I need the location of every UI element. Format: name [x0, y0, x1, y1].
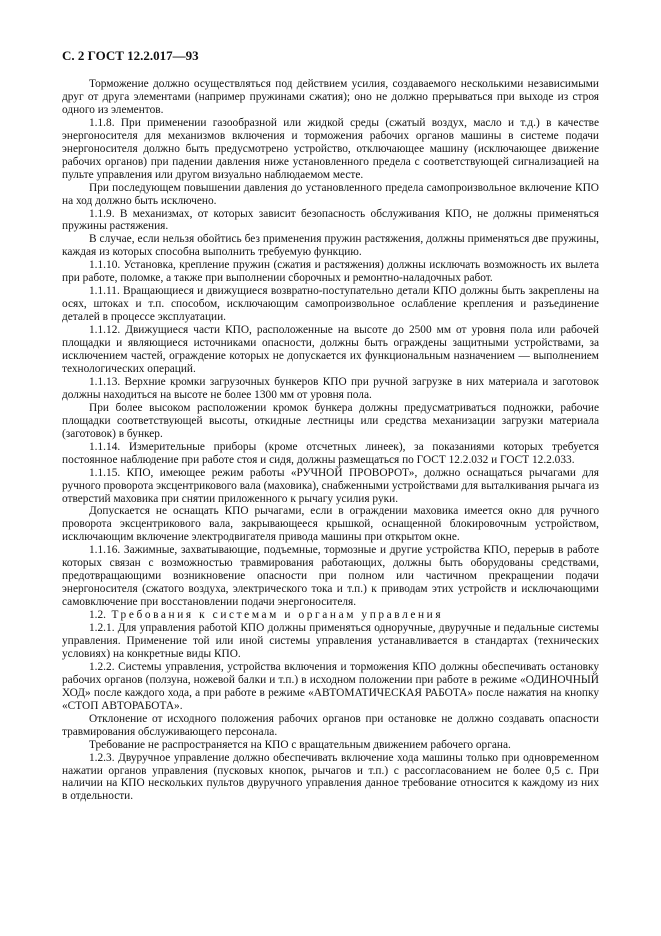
paragraph-hopper-edges: При более высоком расположении кромок бункера должны предусматриваться подножки, рабочие площадки соответствующей высоты, откидные лестницы или средства механизации загрузки материала (заготовок) в бункер. [62, 401, 599, 440]
paragraph-1-1-11: 1.1.11. Вращающиеся и движущиеся возвратно-поступательно детали КПО должны быть закреплены на осях, штоках и т.п. способом, исключающим самопроизвольное ослабление крепления и разъединение деталей в процессе эксплуатации. [62, 285, 599, 324]
paragraph-1-1-8: 1.1.8. При применении газообразной или жидкой среды (сжатый воздух, масло и т.д.) в качестве энергоносителя для механизмов включения и торможения рабочих органов машины в системе подачи энергоносителя должно быть предусмотрено устройство, отключающее машину (исключающее движение рабочих органов) при падении давления ниже установленного предела с соответствующей сигнализацией на пульте управления или другом визуально наблюдаемом месте. [62, 116, 599, 181]
paragraph-pressure-restore: При последующем повышении давления до установленного предела самопроизвольное включение КПО на ход должно быть исключено. [62, 181, 599, 207]
paragraph-1-1-9: 1.1.9. В механизмах, от которых зависит безопасность обслуживания КПО, не должны применяться пружины растяжения. [62, 207, 599, 233]
paragraph-1-1-14: 1.1.14. Измерительные приборы (кроме отсчетных линеек), за показаниями которых требуется постоянное наблюдение при работе стоя и сидя, должны размещаться по ГОСТ 12.2.032 и ГОСТ 12.2.033. [62, 440, 599, 466]
paragraph-1-1-10: 1.1.10. Установка, крепление пружин (сжатия и растяжения) должны исключать возможность их вылета при работе, поломке, а также при выполнении сборочных и ремонтно-наладочных работ. [62, 259, 599, 285]
section-heading-1-2 [62, 609, 599, 622]
page-header: С. 2 ГОСТ 12.2.017—93 [62, 48, 199, 63]
paragraph-1-1-16: 1.1.16. Зажимные, захватывающие, подъемные, тормозные и другие устройства КПО, перерыв в работе которых связан с возможностью травмирования работающих, должны быть оборудованы средствами, предотвращающими возникновение опасности при полном или частичном прекращении подачи энергоносителя (сжатого воздуха, электрического тока и т.п.) к приводам этих устройств и исключающими самовключение при восстановлении подачи энергоносителя. [62, 544, 599, 609]
section-number: 1.2. [89, 609, 107, 622]
paragraph-deviation: Отклонение от исходного положения рабочих органов при остановке не должно создавать опасности травмирования обслуживающего персонала. [62, 712, 599, 738]
paragraph-1-1-13: 1.1.13. Верхние кромки загрузочных бункеров КПО при ручной загрузке в них материала и заготовок должны находиться на высоте не более 1300 мм от уровня пола. [62, 375, 599, 401]
paragraph-1-1-15: 1.1.15. КПО, имеющее режим работы «РУЧНОЙ ПРОВОРОТ», должно оснащаться рычагами для ручного проворота эксцентрикового вала (маховика), снабженными устройствами для выталкивания рычага из отверстий маховика при снятии приложенного к рычагу усилия руки. [62, 466, 599, 505]
paragraph-rotational: Требование не распространяется на КПО с вращательным движением рабочего органа. [89, 738, 511, 751]
paragraph-1-2-3: 1.2.3. Двуручное управление должно обеспечивать включение хода машины только при одновременном нажатии органов управления (пусковых кнопок, рычагов и т.п.) с рассогласованием не более 0,5 с. При наличии на КПО нескольких пультов двуручного управления данное требование относится к каждому из них в отдельности. [62, 751, 599, 803]
paragraph-1-1-12: 1.1.12. Движущиеся части КПО, расположенные на высоте до 2500 мм от уровня пола или рабочей площадки и являющиеся источниками опасности, должны быть ограждены защитными устройствами, за исключением частей, ограждение которых не допускается их функциональным назначением — выполнением технологических операций. [62, 324, 599, 375]
paragraph-two-springs: В случае, если нельзя обойтись без применения пружин растяжения, должны применяться две пружины, каждая из которых способна выполнить требуемую функцию. [62, 233, 599, 259]
paragraph-flywheel-window: Допускается не оснащать КПО рычагами, если в ограждении маховика имеется окно для ручного проворота эксцентрикового вала, закрывающееся крышкой, оснащенной блокировочным устройством, исключающим включение электродвигателя привода машины при открытом окне. [62, 505, 599, 544]
section-title: Требования к системам и органам управления [111, 609, 444, 622]
paragraph-1-2-1: 1.2.1. Для управления работой КПО должны применяться одноручные, двуручные и педальные системы управления. Применение той или иной системы управления устанавливается в стандартах (технических условиях) на конкретные виды КПО. [62, 622, 599, 660]
paragraph-braking: Торможение должно осуществляться под действием усилия, создаваемого несколькими независимыми друг от друга элементами (например пружинами сжатия); оно не должно прерываться при выходе из строя одного из элементов. [62, 78, 599, 116]
document-body [62, 78, 599, 803]
paragraph-1-2-2: 1.2.2. Системы управления, устройства включения и торможения КПО должны обеспечивать остановку рабочих органов (ползуна, ножевой балки и т.п.) в исходном положении при работе в режиме «ОДИНОЧНЫЙ ХОД» после каждого хода, а при работе в режиме «АВТОМАТИЧЕСКАЯ РАБОТА» после нажатия на кнопку «СТОП АВТОРАБОТА». [62, 660, 599, 712]
